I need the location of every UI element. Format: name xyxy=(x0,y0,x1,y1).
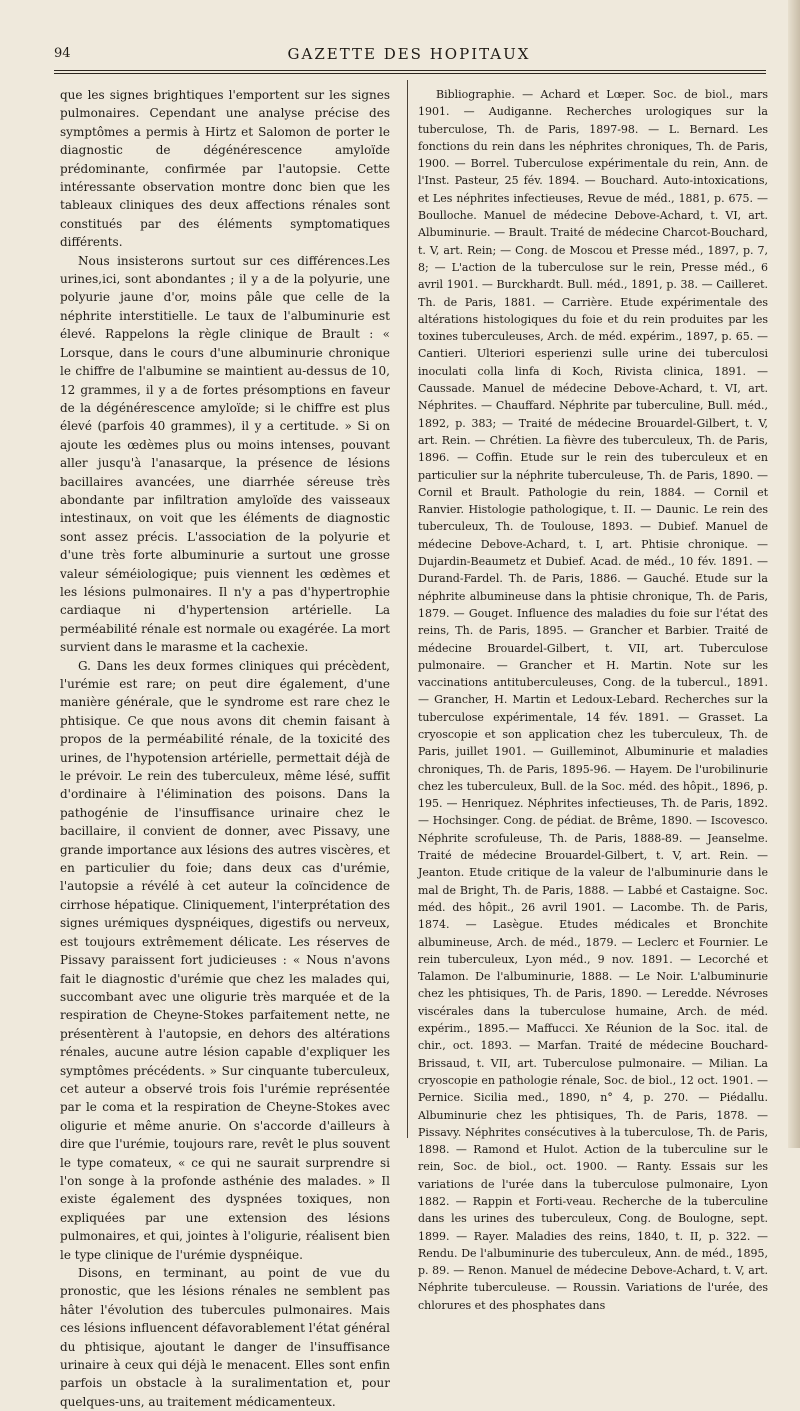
left-paragraph-3: G. Dans les deux formes cliniques qui précèdent, l'urémie est rare; on peut dire également, d'une manière générale, que le syndrome est rare chez le phtisique. Ce que nous avons dit chemin faisant à propos de la perméabilité rénale, de la toxicité des urines, de l'hypotension artérielle, permettait déjà de le prévoir. Le rein des tuberculeux, même lésé, suffit d'ordinaire à l'élimination des poisons. Dans la pathogénie de l'insuffisance urinaire chez le bacillaire, il convient de donner, avec Pissavy, une grande importance aux lésions des autres viscères, et en particulier du foie; dans deux cas d'urémie, l'autopsie a révélé à cet auteur la coïncidence de cirrhose hépatique. Cliniquement, l'interprétation des signes urémiques dyspnéiques, digestifs ou nerveux, est toujours extrêmement délicate. Les réserves de Pissavy paraissent fort judicieuses : « Nous n'avons fait le diagnostic d'urémie que chez les malades qui, succombant avec une oligurie très marquée et de la respiration de Cheyne-Stokes parfaitement nette, ne présentèrent à l'autopsie, en dehors des altérations rénales, aucune autre lésion capable d'expliquer les symptômes précédents. » Sur cinquante tuberculeux, cet auteur a observé trois fois l'urémie représentée par le coma et la respiration de Cheyne-Stokes avec oligurie et même anurie. On s'accorde d'ailleurs à dire que l'urémie, toujours rare, revêt le plus souvent le type comateux, « ce qui ne saurait surprendre si l'on songe à la profonde asthénie des malades. » Il existe également des dyspnées toxiques, non expliquées par une extension des lésions pulmonaires, et qui, jointes à l'oligurie, réalisent bien le type clinique de l'urémie dyspnéique. xyxy=(60,658,390,1262)
bibliography-text: Bibliographie. — Achard et Lœper. Soc. de biol., mars 1901. — Audiganne. Recherches urologiques sur la tuberculose, Th. de Paris, 1897-98. — L. Bernard. Les fonctions du rein dans les néphrites chroniques, Th. de Paris, 1900. — Borrel. Tuberculose expérimentale du rein, Ann. de l'Inst. Pasteur, 25 fév. 1894. — Bouchard. Auto-intoxications, et Les néphrites infectieuses, Revue de méd., 1881, p. 675. — Boulloche. Manuel de médecine Debove-Achard, t. VI, art. Albuminurie. — Brault. Traité de médecine Charcot-Bouchard, t. V, art. Rein; — Cong. de Moscou et Presse méd., 1897, p. 7, 8; — L'action de la tuberculose sur le rein, Presse méd., 6 avril 1901. — Burckhardt. Bull. méd., 1891, p. 38. — Cailleret. Th. de Paris, 1881. — Carrière. Etude expérimentale des altérations histologiques du foie et du rein produites par les toxines tuberculeuses, Arch. de méd. expérim., 1897, p. 65. — Cantieri. Ulteriori esperienzi sulle urine dei tuberculosi inoculati colla linfa di Koch, Rivista clinica, 1891. — Caussade. Manuel de médecine Debove-Achard, t. VI, art. Néphrites. — Chauffard. Néphrite par tuberculine, Bull. méd., 1892, p. 383; — Traité de médecine Brouardel-Gilbert, t. V, art. Rein. — Chrétien. La fièvre des tuberculeux, Th. de Paris, 1896. — Coffin. Etude sur le rein des tuberculeux et en particulier sur la néphrite tuberculeuse, Th. de Paris, 1890. — Cornil et Brault. Pathologie du rein, 1884. — Cornil et Ranvier. Histologie pathologique, t. II. — Daunic. Le rein des tuberculeux, Th. de Toulouse, 1893. — Dubief. Manuel de médecine Debove-Achard, t. I, art. Phtisie chronique. — Dujardin-Beaumetz et Dubief. Acad. de méd., 10 fév. 1891. — Durand-Fardel. Th. de Paris, 1886. — Gauché. Etude sur la néphrite albumineuse dans la phtisie chronique, Th. de Paris, 1879. — Gouget. Influence des maladies du foie sur l'état des reins, Th. de Paris, 1895. — Grancher et Barbier. Traité de médecine Brouardel-Gilbert, t. VII, art. Tuberculose pulmonaire. — Grancher et H. Martin. Note sur les vaccinations antituberculeuses, Cong. de la tubercul., 1891. — Grancher, H. Martin et Ledoux-Lebard. Recherches sur la tuberculose expérimentale, 14 fév. 1891. — Grasset. La cryoscopie et son application chez les tuberculeux, Th. de Paris, juillet 1901. — Guilleminot, Albuminurie et maladies chroniques, Th. de Paris, 1895-96. — Hayem. De l'urobilinurie chez les tuberculeux, Bull. de la Soc. méd. des hôpit., 1896, p. 195. — Henriquez. Néphrites infectieuses, Th. de Paris, 1892. — Hochsinger. Cong. de pédiat. de Brême, 1890. — Iscovesco. Néphrite scrofuleuse, Th. de Paris, 1888-89. — Jeanselme. Traité de médecine Brouardel-Gilbert, t. V, art. Rein. — Jeanton. Etude critique de la valeur de l'albuminurie dans le mal de Bright, Th. de Paris, 1888. — Labbé et Castaigne. Soc. méd. des hôpit., 26 avril 1901. — Lacombe. Th. de Paris, 1874. — Lasègue. Etudes médicales et Bronchite albumineuse, Arch. de méd., 1879. — Leclerc et Fournier. Le rein tuberculeux, Lyon méd., 9 nov. 1891. — Lecorché et Talamon. De l'albuminurie, 1888. — Le Noir. L'albuminurie chez les phtisiques, Th. de Paris, 1890. — Leredde. Névroses viscérales dans la tuberculose humaine, Arch. de méd. expérim., 1895.— Maffucci. Xe Réunion de la Soc. ital. de chir., oct. 1893. — Marfan. Traité de médecine Bouchard-Brissaud, t. VII, art. Tuberculose pulmonaire. — Milian. La cryoscopie en pathologie rénale, Soc. de biol., 12 oct. 1901. — Pernice. Sicilia med., 1890, n° 4, p. 270. — Piédallu. Albuminurie chez les phtisiques, Th. de Paris, 1878. — Pissavy. Néphrites consécutives à la tuberculose, Th. de Paris, 1898. — Ramond et Hulot. Action de la tuberculine sur le rein, Soc. de biol., oct. 1900. — Ranty. Essais sur les variations de l'urée dans la tuberculose pulmonaire, Lyon 1882. — Rappin et Forti-veau. Recherche de la tuberculine dans les urines des tuberculeux, Cong. de Boulogne, sept. 1899. — Rayer. Maladies des reins, 1840, t. II, p. 322. — Rendu. De l'albuminurie des tuberculeux, Ann. de méd., 1895, p. 89. — Renon. Manuel de médecine Debove-Achard, t. V, art. Néphrite tuberculeuse. — Roussin. Variations de l'urée, des chlorures et des phosphates dans xyxy=(418,88,768,1312)
header-rule-top xyxy=(54,70,766,71)
right-column xyxy=(418,86,768,1314)
left-paragraph-1: que les signes brightiques l'emportent sur les signes pulmonaires. Cependant une analyse précise des symptômes a permis à Hirtz et Salomon de porter le diagnostic de dégénérescence amyloïde prédominante, confirmée par l'autopsie. Cette intéressante observation montre donc bien que les tableaux cliniques des deux affections rénales sont constitués par des éléments symptomatiques différents. xyxy=(60,88,390,250)
page-edge xyxy=(788,0,800,1148)
page-number: 94 xyxy=(54,46,71,61)
page-header xyxy=(54,44,764,68)
left-paragraph-4: Disons, en terminant, au point de vue du pronostic, que les lésions rénales ne semblent pas hâter l'évolution des tubercules pulmonaires. Mais ces lésions influencent défavorablement l'état général du phtisique, ajoutant le danger de l'insuffisance urinaire à ceux qui déjà le menacent. Elles sont enfin parfois un obstacle à la suralimentation et, pour quelques-uns, au traitement médicamenteux. xyxy=(60,1266,390,1409)
running-title: GAZETTE DES HOPITAUX xyxy=(287,45,531,63)
left-column xyxy=(60,86,390,1411)
left-paragraph-2: Nous insisterons surtout sur ces différences.Les urines,ici, sont abondantes ; il y a de la polyurie, une polyurie jaune d'or, moins pâle que celle de la néphrite interstitielle. Le taux de l'albuminurie est élevé. Rappelons la règle clinique de Brault : « Lorsque, dans le cours d'une albuminurie chronique le chiffre de l'albumine se maintient au-dessus de 10, 12 grammes, il y a de fortes présomptions en faveur de la dégénérescence amyloïde; si le chiffre est plus élevé (parfois 40 grammes), il y a certitude. » Si on ajoute les œdèmes plus ou moins intenses, pouvant aller jusqu'à l'anasarque, la présence de lésions bacillaires avancées, une diarrhée séreuse très abondante par infiltration amyloïde des vaisseaux intestinaux, on voit que les éléments de diagnostic sont assez précis. L'association de la polyurie et d'une très forte albuminurie a surtout une grosse valeur séméiologique; puis viennent les œdèmes et les lésions pulmonaires. Il n'y a pas d'hypertrophie cardiaque ni d'hypertension artérielle. La perméabilité rénale est normale ou exagérée. La mort survient dans le marasme et la cachexie. xyxy=(60,253,390,655)
header-rule-bottom xyxy=(54,73,766,74)
column-divider xyxy=(407,80,408,1138)
